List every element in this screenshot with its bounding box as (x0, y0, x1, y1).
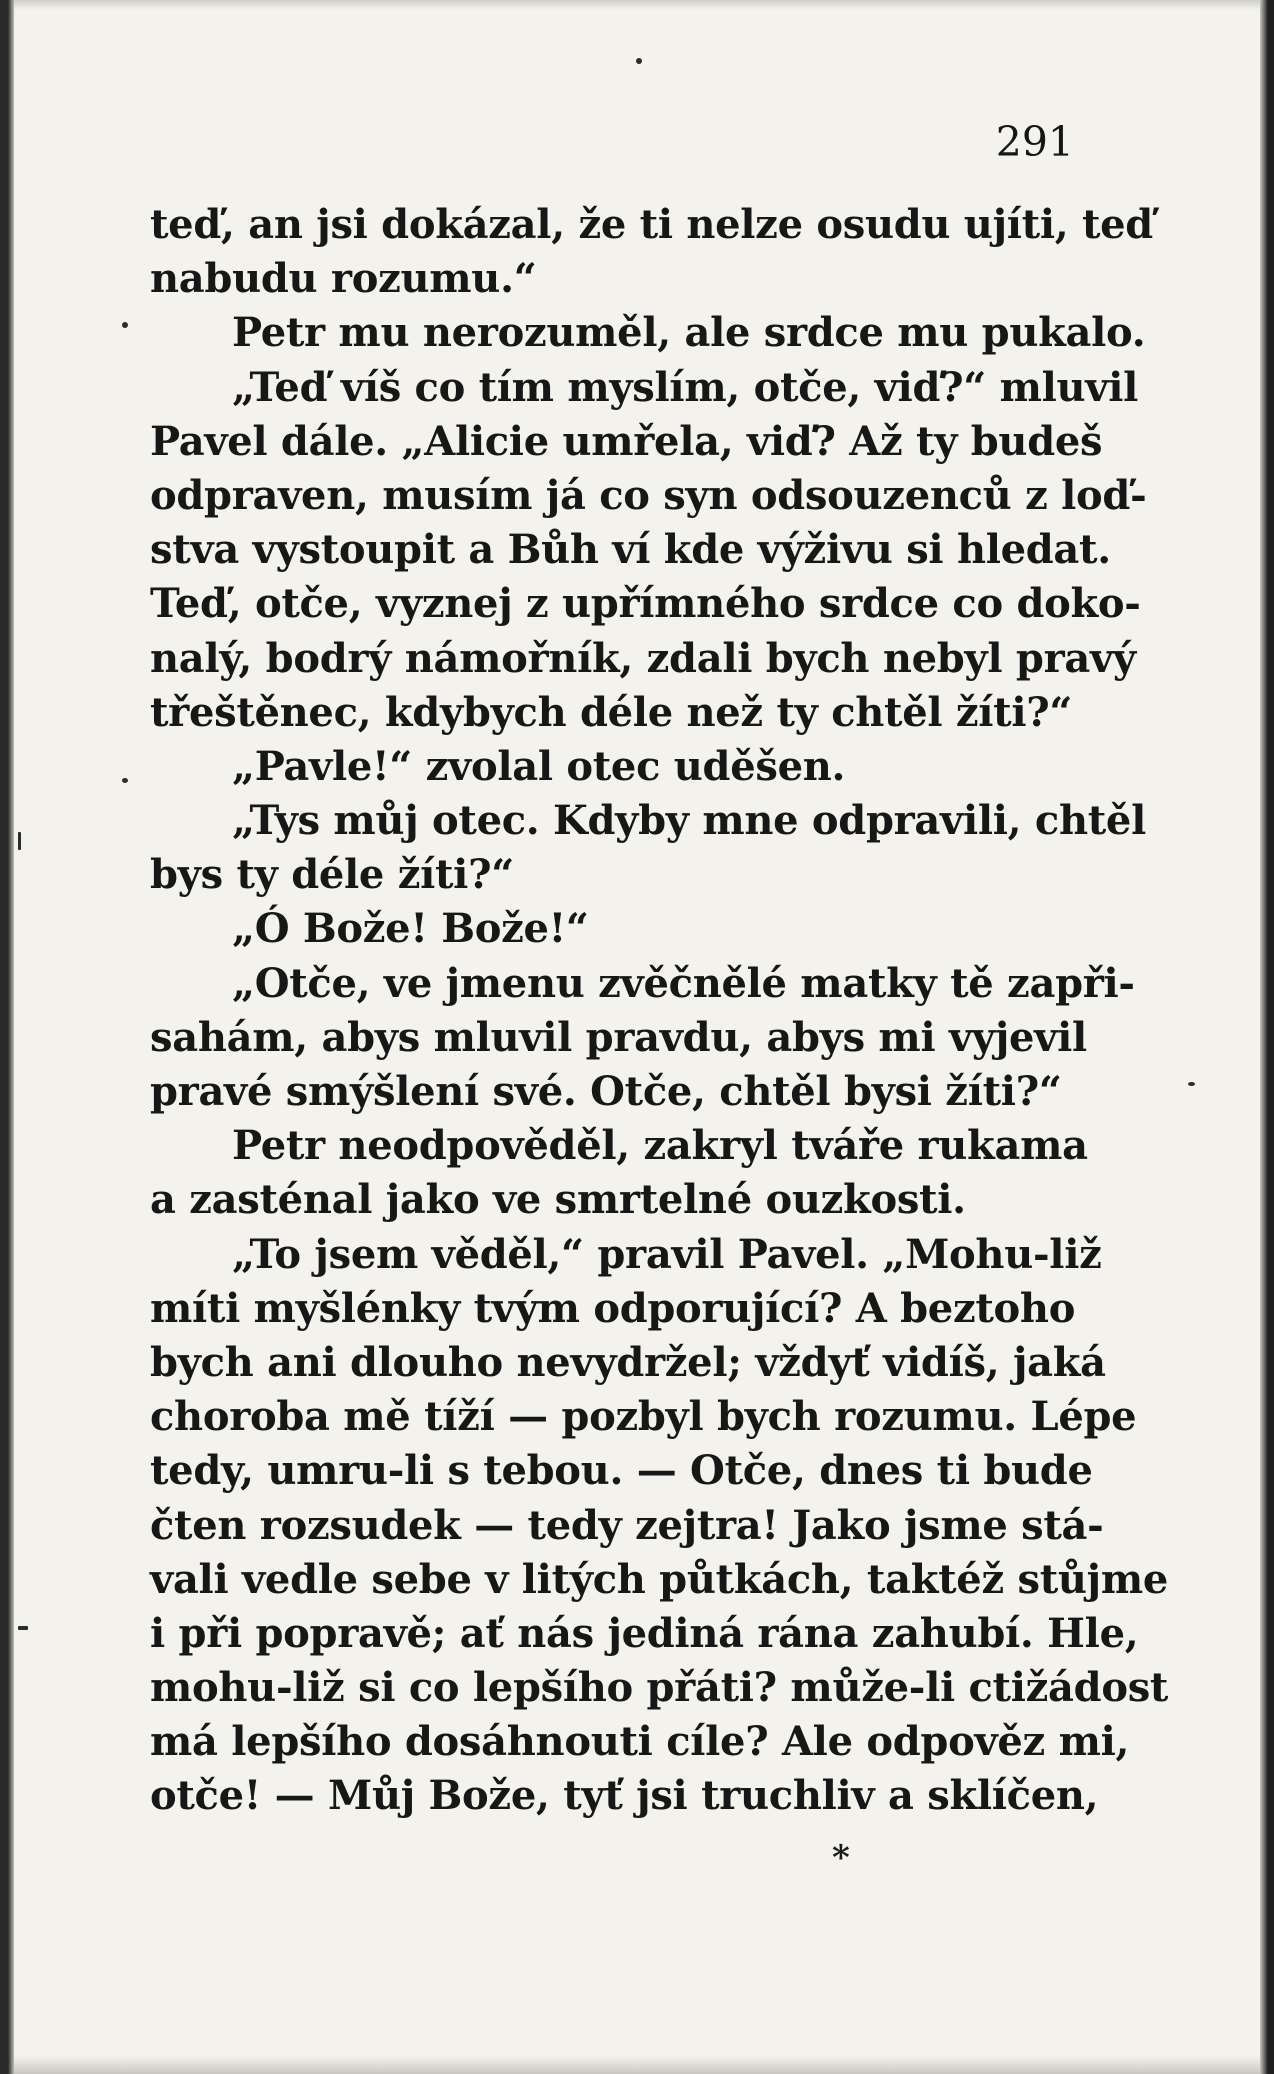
speck (18, 832, 21, 850)
text-line: „Otče, ve jmenu zvěčnělé matky tě zapři- (232, 959, 1135, 1007)
page-number: 291 (995, 118, 1074, 166)
text-line: „Teď víš co tím myslím, otče, viď?“ mluvil (232, 363, 1139, 411)
speck (636, 58, 642, 64)
text-line: sahám, abys mluvil pravdu, abys mi vyjevil (150, 1013, 1087, 1061)
speck (18, 1626, 28, 1630)
text-line: teď, an jsi dokázal, že ti nelze osudu ujíti, teď (150, 201, 1153, 248)
text-line: nabudu rozumu.“ (150, 255, 537, 303)
text-line: odpraven, musím já co syn odsouzenců z loď- (150, 471, 1147, 519)
text-line: má lepšího dosáhnouti cíle? Ale odpověz mi, (150, 1718, 1130, 1766)
page-edge-right (1260, 0, 1274, 2074)
text-line: bys ty déle žíti?“ (150, 851, 514, 899)
text-line: mohu-liž si co lepšího přáti? může-li ctižádost (150, 1664, 1169, 1712)
page-edge-top (0, 0, 1274, 10)
text-line: tedy, umru-li s tebou. — Otče, dnes ti bude (150, 1447, 1093, 1495)
text-line: vali vedle sebe v litých půtkách, taktéž stůjme (150, 1555, 1169, 1603)
text-line: otče! — Můj Bože, tyť jsi truchliv a sklíčen, (150, 1772, 1099, 1820)
signature-mark: * (832, 1838, 850, 1878)
text-line: „Pavle!“ zvolal otec uděšen. (232, 742, 846, 790)
speck (122, 778, 128, 783)
text-line: stva vystoupit a Bůh ví kde výživu si hledat. (150, 526, 1111, 574)
speck (1188, 1082, 1195, 1086)
body-text (150, 198, 1169, 1824)
text-line: nalý, bodrý námořník, zdali bych nebyl pravý (150, 634, 1136, 682)
text-line: Teď, otče, vyznej z upřímného srdce co doko- (150, 580, 1141, 628)
text-line: choroba mě tíží — pozbyl bych rozumu. Lépe (150, 1393, 1137, 1441)
text-line: míti myšlénky tvým odporující? A beztoho (150, 1284, 1076, 1332)
text-line: čten rozsudek — tedy zejtra! Jako jsme stá- (150, 1501, 1104, 1549)
text-line: Petr mu nerozuměl, ale srdce mu pukalo. (232, 309, 1146, 357)
speck (122, 322, 128, 328)
text-line: pravé smýšlení své. Otče, chtěl bysi žíti?“ (150, 1068, 1062, 1115)
page-edge-bottom (0, 2056, 1274, 2074)
text-line: Petr neodpověděl, zakryl tváře rukama (232, 1122, 1088, 1170)
text-line: a zasténal jako ve smrtelné ouzkosti. (150, 1176, 966, 1224)
text-line: třeštěnec, kdybych déle než ty chtěl žíti?“ (150, 688, 1073, 736)
text-line: bych ani dlouho nevydržel; vždyť vidíš, jaká (150, 1338, 1106, 1386)
text-line: „To jsem věděl,“ pravil Pavel. „Mohu-liž (232, 1230, 1102, 1278)
text-line: „Tys můj otec. Kdyby mne odpravili, chtěl (232, 797, 1146, 845)
text-line: Pavel dále. „Alicie umřela, viď? Až ty budeš (150, 417, 1103, 465)
page-edge-left (0, 0, 14, 2074)
text-line: „Ó Bože! Bože!“ (232, 905, 589, 953)
text-line: i při popravě; ať nás jediná rána zahubí. Hle, (150, 1609, 1139, 1657)
